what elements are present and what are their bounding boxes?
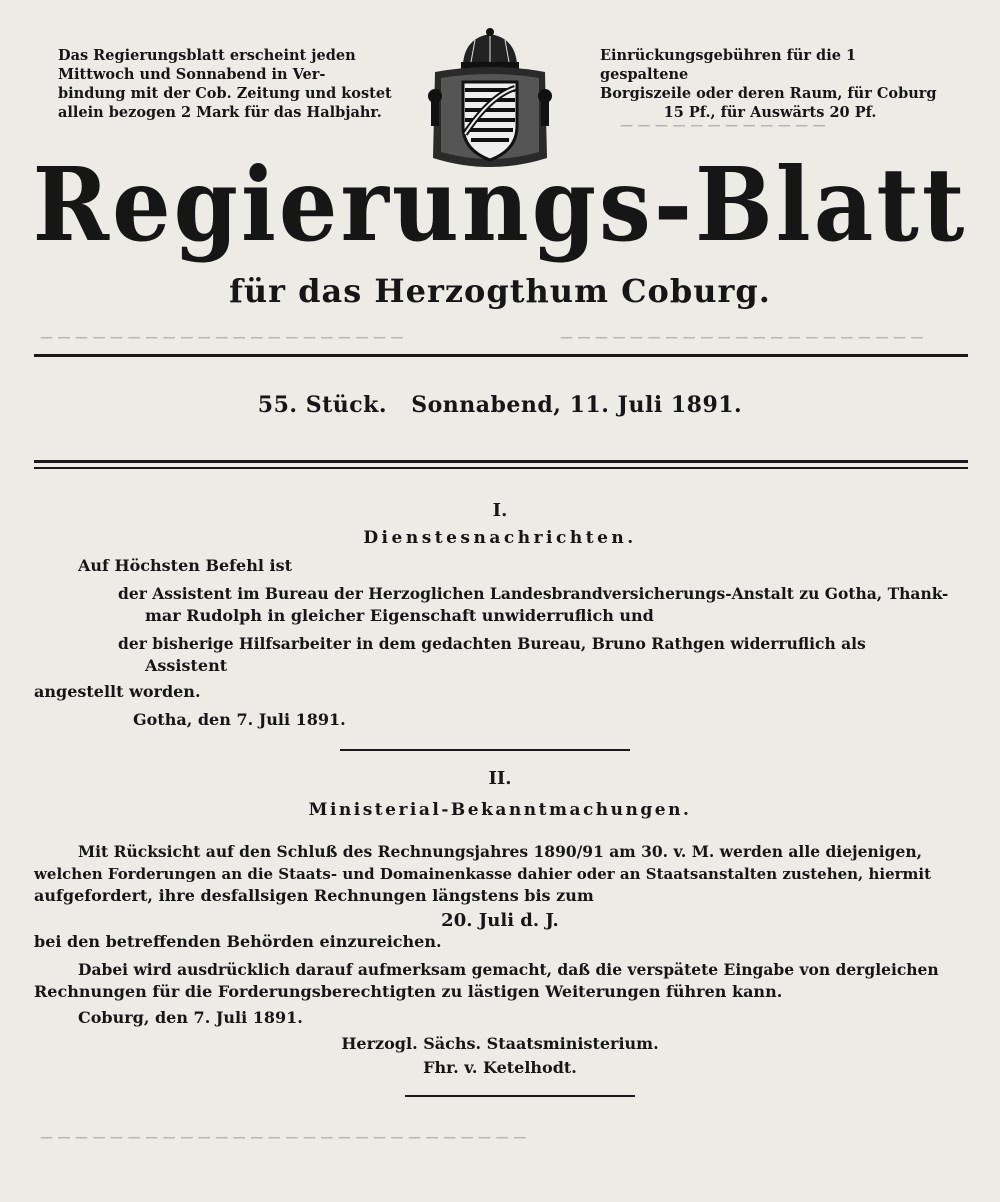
text-line: Rechnungen für die Forderungsberechtigten zu lästigen Weiterungen führen kann. xyxy=(34,982,783,1001)
issue-line xyxy=(0,392,1000,418)
rates-line: Borgiszeile oder deren Raum, für Coburg xyxy=(600,85,937,102)
section-title: Dienstesnachrichten. xyxy=(363,528,637,548)
text-line: Assistent xyxy=(145,656,228,675)
text-line: Mit Rücksicht auf den Schluß des Rechnungsjahres 1890/91 am 30. v. M. werden alle diejenigen, xyxy=(78,842,923,861)
subscription-line: Das Regierungsblatt erscheint jeden xyxy=(58,47,356,64)
issue-rule-top xyxy=(34,460,968,463)
masthead-subtitle: für das Herzogthum Coburg. xyxy=(229,272,771,310)
closing-rule xyxy=(405,1095,635,1097)
subscription-line: bindung mit der Cob. Zeitung und kostet xyxy=(58,85,392,102)
bleed-through-decoration: — — — — — — — — — — — — — — — — — — — — — — — — — — — — xyxy=(40,1130,527,1145)
issue-number: 55. Stück. xyxy=(257,392,388,418)
dateline: Coburg, den 7. Juli 1891. xyxy=(78,1008,303,1027)
issue-rule-bottom xyxy=(34,467,968,469)
issue-date: Sonnabend, 11. Juli 1891. xyxy=(411,392,743,418)
text-line: welchen Forderungen an die Staats- und Domainenkasse dahier oder an Staatsanstalten zustehen, hiermit xyxy=(34,865,932,883)
subscription-line: Mittwoch und Sonnabend in Ver- xyxy=(58,66,326,83)
bleed-through-decoration: — — — — — — — — — — — — — — — — — — — — — xyxy=(40,330,404,345)
section-divider xyxy=(340,749,630,751)
section-number: I. xyxy=(492,500,508,521)
section-number: II. xyxy=(488,768,512,789)
subscription-line: allein bezogen 2 Mark für das Halbjahr. xyxy=(58,104,382,121)
signature-name: Fhr. v. Ketelhodt. xyxy=(423,1058,577,1077)
text-line: angestellt worden. xyxy=(34,682,201,701)
dateline: Gotha, den 7. Juli 1891. xyxy=(133,710,346,729)
section-title: Ministerial-Bekanntmachungen. xyxy=(308,800,692,820)
advertising-rates-info xyxy=(600,46,940,122)
text-line: der Assistent im Bureau der Herzoglichen Landesbrandversicherungs-Anstalt zu Gotha, Thank- xyxy=(118,584,949,603)
subscription-info xyxy=(58,46,403,122)
masthead-rule xyxy=(34,354,968,357)
text-line: der bisherige Hilfsarbeiter in dem gedachten Bureau, Bruno Rathgen widerruflich als xyxy=(118,634,866,653)
text-line: aufgefordert, ihre desfallsigen Rechnungen längstens bis zum xyxy=(34,886,594,905)
rates-line: 15 Pf., für Auswärts 20 Pf. xyxy=(663,104,877,121)
bleed-through-decoration: — — — — — — — — — — — — — — — — — — — — — xyxy=(560,330,924,345)
bleed-through-decoration: — — — — — — — — — — — — xyxy=(620,118,826,133)
text-line: Auf Höchsten Befehl ist xyxy=(78,556,292,575)
rates-line: Einrückungsgebühren für die 1 gespaltene xyxy=(600,47,857,83)
masthead-title: Regierungs-Blatt xyxy=(32,145,968,265)
signature-authority: Herzogl. Sächs. Staatsministerium. xyxy=(341,1034,659,1053)
text-line: bei den betreffenden Behörden einzureichen. xyxy=(34,932,442,951)
deadline-date: 20. Juli d. J. xyxy=(441,910,559,931)
text-line: mar Rudolph in gleicher Eigenschaft unwiderruflich und xyxy=(145,606,654,625)
text-line: Dabei wird ausdrücklich darauf aufmerksam gemacht, daß die verspätete Eingabe von dergleichen xyxy=(78,960,939,979)
